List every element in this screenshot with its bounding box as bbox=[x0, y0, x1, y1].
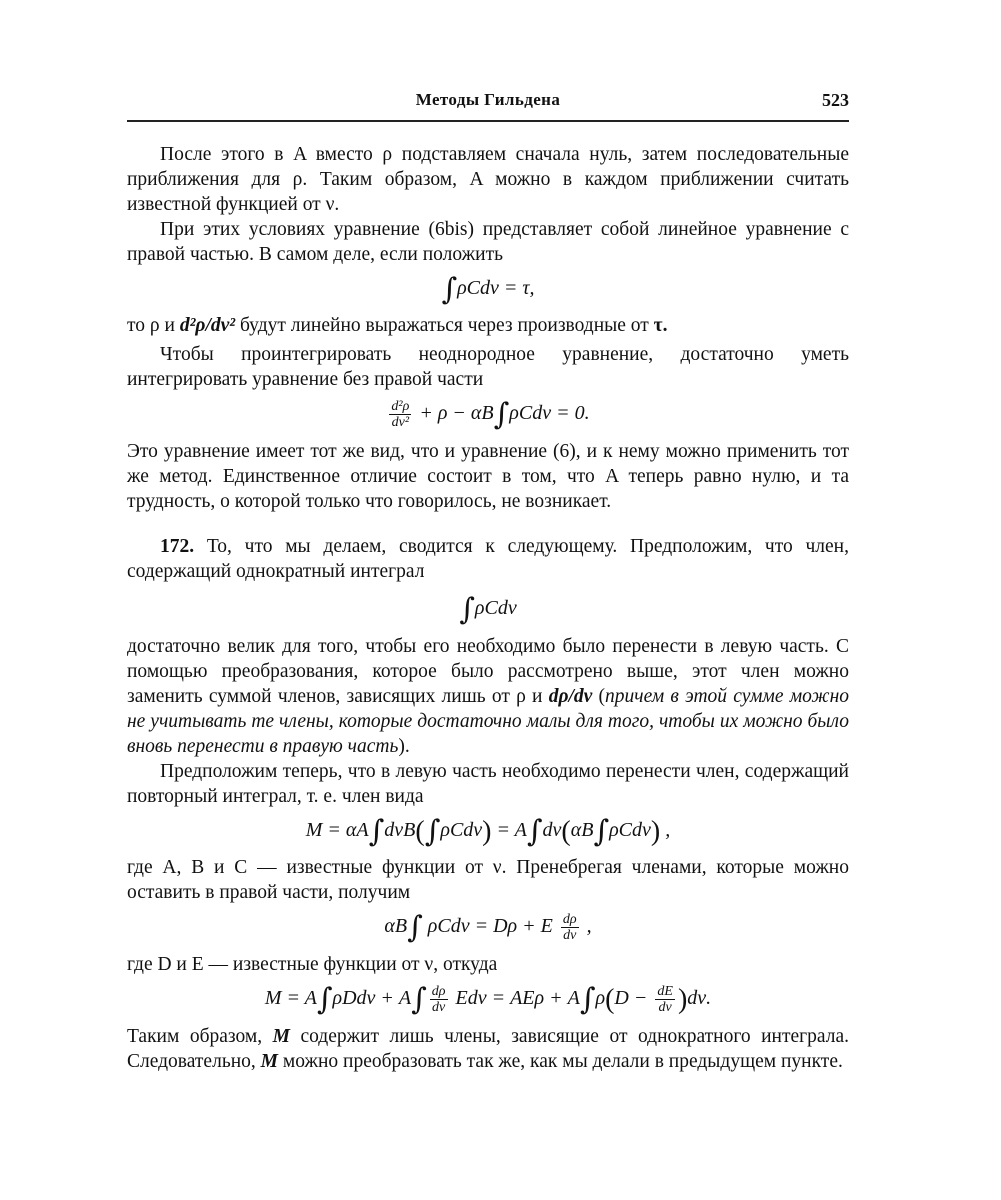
formula-part: ρ bbox=[595, 987, 606, 1010]
integral-sign: ∫ bbox=[593, 814, 610, 849]
text-run: ( bbox=[592, 686, 606, 707]
formula-6 bbox=[127, 982, 849, 1018]
formula-part: , bbox=[660, 819, 671, 841]
paragraph-11 bbox=[127, 1024, 849, 1074]
fraction bbox=[430, 984, 448, 1015]
formula-part: dνB bbox=[384, 819, 416, 841]
right-paren: ) bbox=[677, 984, 688, 1016]
running-title: Методы Гильдена bbox=[415, 90, 561, 109]
integral-sign: ∫ bbox=[424, 814, 441, 849]
paragraph-9: где A, B и C — известные функции от ν. Пренебрегая членами, которые можно оставить в правой части, получим bbox=[127, 857, 849, 903]
paragraph-10: где D и E — известные функции от ν, откуда bbox=[127, 954, 498, 975]
variable-m: M bbox=[260, 1051, 278, 1072]
left-paren: ( bbox=[605, 984, 615, 1016]
formula-part: ρCdν bbox=[440, 819, 483, 841]
section-gap bbox=[127, 514, 849, 534]
integral-sign: ∫ bbox=[316, 982, 333, 1018]
paragraph-6 bbox=[127, 534, 849, 584]
text-run: достаточно велик для того, чтобы его необходимо было перенести в левую часть. С помощью преобразования, которое было рассмотрено выше, этот член можно заменить суммой членов, зависящих лишь от ρ и bbox=[127, 636, 849, 707]
page-header bbox=[127, 90, 849, 116]
fraction-numerator: dE bbox=[657, 984, 673, 999]
right-paren: ) bbox=[650, 816, 661, 847]
integral-sign: ∫ bbox=[493, 397, 510, 433]
header-rule bbox=[127, 120, 849, 122]
integral-sign: ∫ bbox=[368, 814, 385, 849]
left-paren: ( bbox=[415, 816, 425, 847]
fraction bbox=[561, 912, 579, 943]
formula-2-middle: + ρ − αB bbox=[414, 402, 494, 425]
formula-4 bbox=[127, 814, 849, 849]
paragraph-3 bbox=[127, 313, 849, 338]
formula-2-tail: ρCdν = 0. bbox=[509, 402, 590, 425]
paragraph-8: Предположим теперь, что в левую часть необходимо перенести член, содержащий повторный интеграл, т. е. член вида bbox=[127, 761, 849, 807]
formula-5 bbox=[127, 910, 849, 946]
formula-part: ρCdν bbox=[609, 819, 651, 841]
text-run: то ρ и bbox=[127, 315, 180, 336]
formula-3-body: ρCdν bbox=[474, 597, 517, 619]
formula-part: ρDdν + A bbox=[332, 987, 412, 1010]
paragraph-7 bbox=[127, 634, 849, 759]
integral-sign: ∫ bbox=[459, 592, 475, 627]
fraction-numerator: dρ bbox=[431, 984, 446, 999]
formula-part: M = αA bbox=[305, 819, 369, 841]
text-run: будут линейно выражаться через производные от bbox=[235, 315, 654, 336]
formula-part: dν bbox=[542, 819, 562, 841]
integral-sign: ∫ bbox=[441, 272, 458, 307]
fraction-numerator: dρ bbox=[562, 912, 577, 927]
text-run: Таким образом, bbox=[127, 1026, 273, 1047]
text-run: ). bbox=[398, 736, 410, 757]
integral-sign: ∫ bbox=[579, 982, 596, 1018]
formula-part: ρCdν = Dρ + E bbox=[422, 915, 558, 938]
variable-m: M bbox=[272, 1026, 290, 1047]
section-number: 172. bbox=[160, 536, 195, 557]
formula-part: dν. bbox=[687, 987, 712, 1010]
text-run: То, что мы делаем, сводится к следующему. Предположим, что член, содержащий однократный интеграл bbox=[127, 536, 849, 582]
body-text bbox=[127, 142, 849, 1074]
formula-part: αB bbox=[570, 819, 594, 841]
formula-part: D − bbox=[614, 987, 653, 1010]
formula-3 bbox=[127, 592, 849, 627]
integral-sign: ∫ bbox=[407, 910, 423, 946]
formula-2 bbox=[127, 397, 849, 433]
text-run: содержит лишь члены, зависящие от однократного интеграла. Следовательно, bbox=[127, 1026, 849, 1072]
fraction-denominator: dν bbox=[563, 928, 577, 943]
tau-symbol: τ. bbox=[653, 315, 668, 336]
paragraph-2: При этих условиях уравнение (6bis) представляет собой линейное уравнение с правой частью. В самом деле, если положить bbox=[127, 219, 849, 265]
fraction bbox=[655, 984, 675, 1015]
fraction-numerator: d²ρ bbox=[391, 399, 410, 414]
paragraph-4: Чтобы проинтегрировать неоднородное уравнение, достаточно уметь интегрировать уравнение без правой части bbox=[127, 344, 849, 390]
paragraph-1: После этого в A вместо ρ подставляем сначала нуль, затем последовательные приближения для ρ. Таким образом, A можно в каждом приближении считать известной функцией от ν. bbox=[127, 144, 849, 215]
fraction bbox=[389, 399, 411, 430]
paragraph-5: Это уравнение имеет тот же вид, что и уравнение (6), и к нему можно применить тот же метод. Единственное отличие состоит в том, что A теперь равно нулю, и та трудность, о которой только что говорилось, не возникает. bbox=[127, 441, 849, 512]
text-run: можно преобразовать так же, как мы делали в предыдущем пункте. bbox=[278, 1051, 843, 1072]
integral-sign: ∫ bbox=[526, 814, 543, 849]
formula-1-body: ρCdν = τ, bbox=[457, 277, 535, 299]
right-paren: ) bbox=[482, 816, 492, 847]
page-number: 523 bbox=[822, 90, 849, 110]
formula-part: αB bbox=[384, 915, 408, 938]
formula-part: M = A bbox=[264, 987, 317, 1010]
left-paren: ( bbox=[561, 816, 571, 847]
derivative-expression: d²ρ/dν² bbox=[179, 315, 236, 336]
fraction-denominator: dν² bbox=[391, 415, 410, 430]
derivative-expression: dρ/dν bbox=[548, 686, 593, 707]
formula-part: , bbox=[581, 915, 592, 938]
fraction-denominator: dν bbox=[432, 1000, 446, 1015]
formula-1 bbox=[127, 272, 849, 307]
integral-sign: ∫ bbox=[411, 982, 427, 1018]
formula-part: = A bbox=[491, 819, 527, 841]
fraction-denominator: dν bbox=[658, 1000, 672, 1015]
formula-part: Edν = AEρ + A bbox=[450, 987, 580, 1010]
italic-remark: причем в этой сумме можно не учитывать те члены, которые достаточно малы для того, чтобы их можно было вновь перенести в правую часть bbox=[127, 686, 849, 757]
